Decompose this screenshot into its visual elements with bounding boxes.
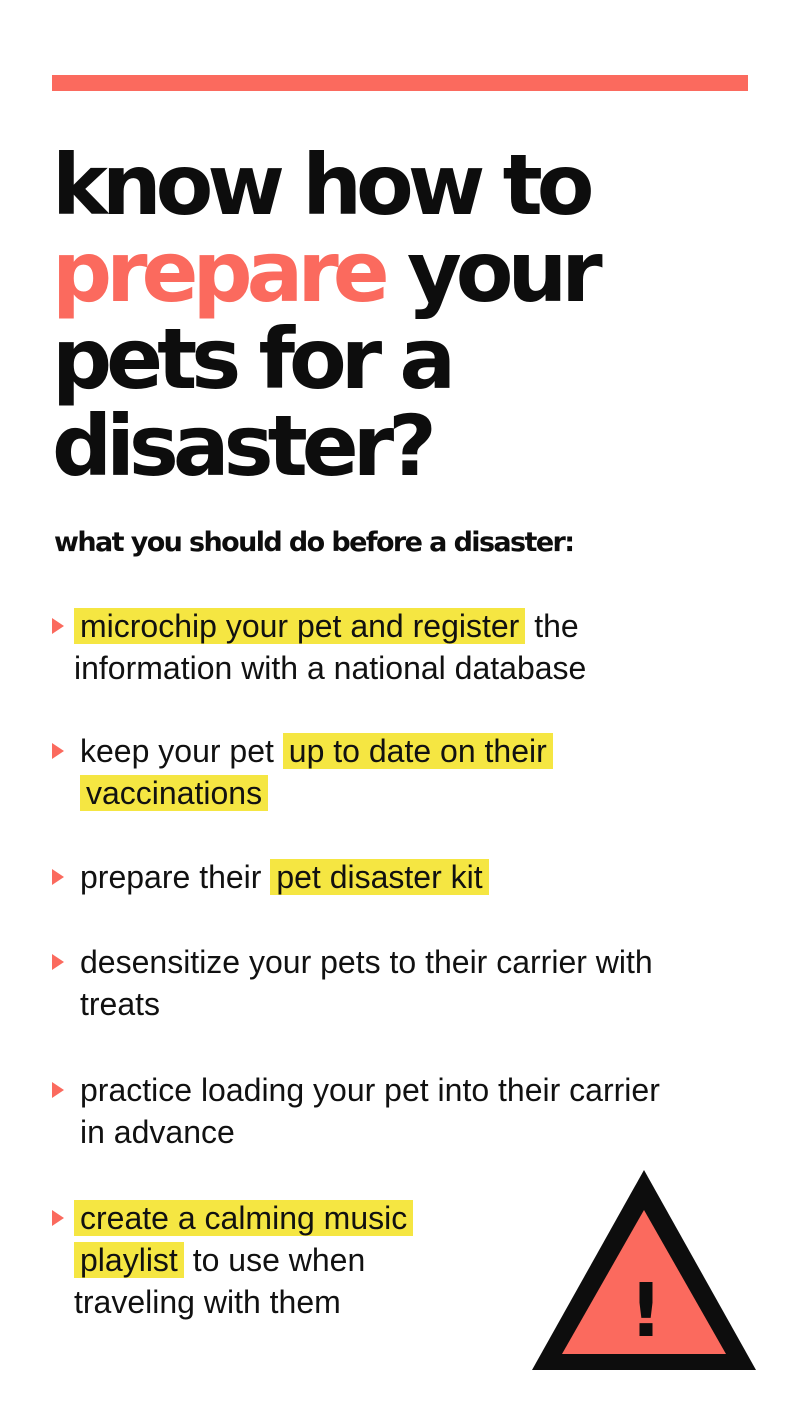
list-item-text xyxy=(80,856,680,898)
title-part-2: your pets for a disaster? xyxy=(52,223,597,495)
page-title xyxy=(52,136,752,495)
item-text-plain: prepare their xyxy=(80,859,271,895)
list-item-text xyxy=(80,730,600,814)
list-item-text xyxy=(74,1197,474,1323)
list-item-text xyxy=(80,941,680,1025)
exclamation-mark: ! xyxy=(629,1268,663,1354)
item-text-highlight: create a calming music playlist xyxy=(74,1200,413,1278)
item-text-plain: keep your pet xyxy=(80,733,283,769)
triangle-bullet-icon xyxy=(52,1210,64,1226)
title-accent-word: prepare xyxy=(52,223,384,321)
section-subtitle: what you should do before a disaster: xyxy=(54,527,574,558)
triangle-bullet-icon xyxy=(52,954,64,970)
list-item-text xyxy=(80,1069,680,1153)
top-accent-bar xyxy=(52,75,748,91)
item-text-plain: desensitize your pets to their carrier with treats xyxy=(80,944,653,1022)
item-text-plain: the information with a national database xyxy=(74,608,587,686)
triangle-bullet-icon xyxy=(52,618,64,634)
item-text-highlight: pet disaster kit xyxy=(270,859,488,895)
triangle-bullet-icon xyxy=(52,1082,64,1098)
triangle-bullet-icon xyxy=(52,743,64,759)
item-text-highlight: microchip your pet and register xyxy=(74,608,525,644)
warning-triangle-icon xyxy=(530,1168,758,1372)
list-item-text xyxy=(74,605,674,689)
item-text-plain: practice loading your pet into their carrier in advance xyxy=(80,1072,660,1150)
triangle-bullet-icon xyxy=(52,869,64,885)
item-text-plain: to use when traveling with them xyxy=(74,1242,366,1320)
item-text-highlight: up to date on their vaccinations xyxy=(80,733,553,811)
title-part-1: know how to xyxy=(52,136,589,234)
